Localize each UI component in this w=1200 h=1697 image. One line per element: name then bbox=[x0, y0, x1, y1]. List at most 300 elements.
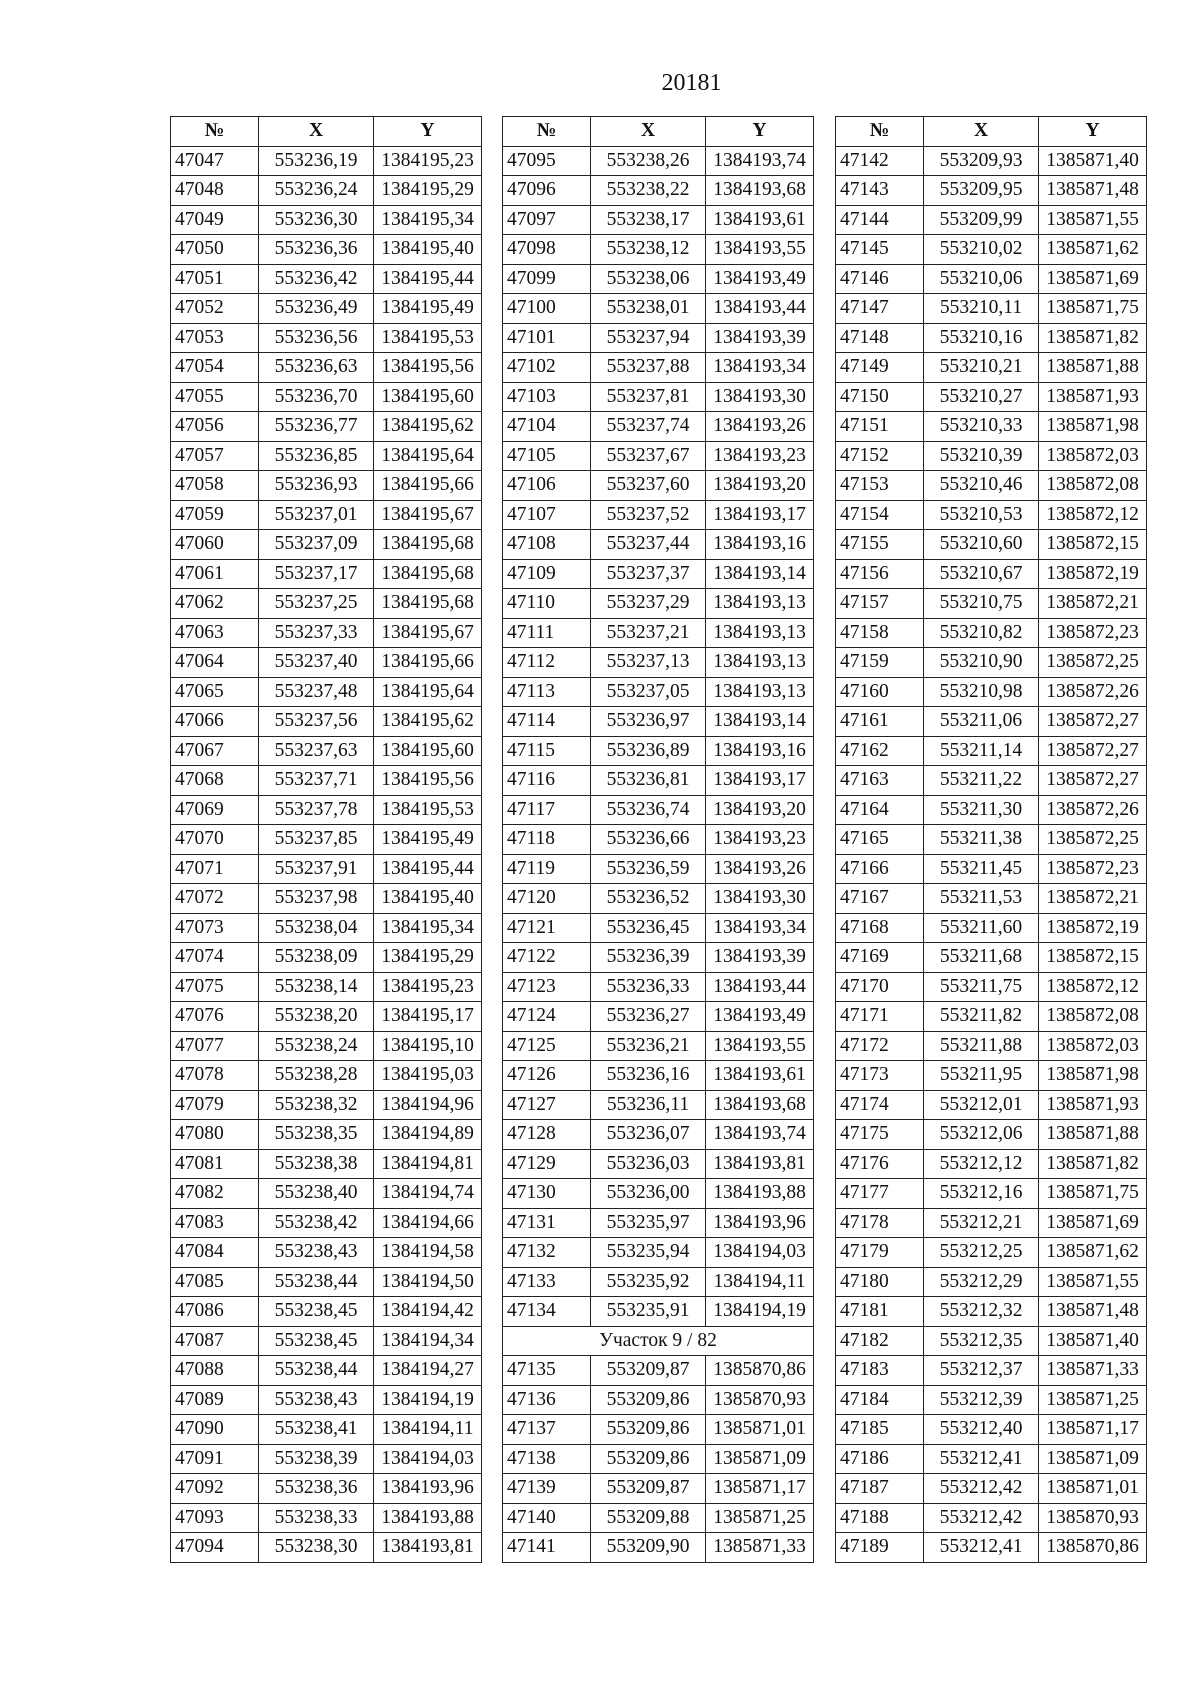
table-row bbox=[171, 1385, 482, 1415]
x-coordinate-cell: 553212,21 bbox=[924, 1208, 1039, 1238]
table-row bbox=[836, 1179, 1147, 1209]
point-number-cell: 47075 bbox=[171, 972, 259, 1002]
x-coordinate-cell: 553210,06 bbox=[924, 264, 1039, 294]
point-number-cell: 47169 bbox=[836, 943, 924, 973]
y-coordinate-cell: 1384193,23 bbox=[706, 441, 814, 471]
table-row bbox=[171, 294, 482, 324]
x-coordinate-cell: 553238,17 bbox=[591, 205, 706, 235]
table-row bbox=[171, 825, 482, 855]
x-coordinate-cell: 553212,01 bbox=[924, 1090, 1039, 1120]
x-coordinate-cell: 553238,28 bbox=[259, 1061, 374, 1091]
point-number-cell: 47068 bbox=[171, 766, 259, 796]
table-row bbox=[836, 176, 1147, 206]
table-row bbox=[503, 1503, 814, 1533]
y-coordinate-cell: 1384195,10 bbox=[374, 1031, 482, 1061]
x-coordinate-cell: 553211,75 bbox=[924, 972, 1039, 1002]
x-coordinate-cell: 553238,14 bbox=[259, 972, 374, 1002]
x-coordinate-cell: 553235,94 bbox=[591, 1238, 706, 1268]
y-coordinate-cell: 1384195,34 bbox=[374, 205, 482, 235]
table-row bbox=[171, 471, 482, 501]
x-coordinate-cell: 553238,35 bbox=[259, 1120, 374, 1150]
y-coordinate-cell: 1385871,98 bbox=[1039, 412, 1147, 442]
point-number-cell: 47091 bbox=[171, 1444, 259, 1474]
table-row bbox=[503, 707, 814, 737]
point-number-cell: 47089 bbox=[171, 1385, 259, 1415]
point-number-cell: 47124 bbox=[503, 1002, 591, 1032]
x-coordinate-cell: 553237,33 bbox=[259, 618, 374, 648]
x-coordinate-cell: 553236,03 bbox=[591, 1149, 706, 1179]
y-coordinate-cell: 1384195,64 bbox=[374, 677, 482, 707]
point-number-cell: 47132 bbox=[503, 1238, 591, 1268]
x-coordinate-cell: 553211,53 bbox=[924, 884, 1039, 914]
point-number-cell: 47098 bbox=[503, 235, 591, 265]
x-coordinate-cell: 553237,21 bbox=[591, 618, 706, 648]
table-row bbox=[503, 913, 814, 943]
x-coordinate-cell: 553238,40 bbox=[259, 1179, 374, 1209]
point-number-cell: 47145 bbox=[836, 235, 924, 265]
point-number-cell: 47101 bbox=[503, 323, 591, 353]
point-number-cell: 47165 bbox=[836, 825, 924, 855]
y-coordinate-cell: 1384194,03 bbox=[706, 1238, 814, 1268]
table-row bbox=[171, 441, 482, 471]
y-coordinate-cell: 1385872,03 bbox=[1039, 441, 1147, 471]
x-coordinate-cell: 553209,86 bbox=[591, 1444, 706, 1474]
y-coordinate-cell: 1385872,26 bbox=[1039, 795, 1147, 825]
table-row bbox=[503, 1238, 814, 1268]
y-coordinate-cell: 1385871,62 bbox=[1039, 1238, 1147, 1268]
point-number-cell: 47133 bbox=[503, 1267, 591, 1297]
y-coordinate-cell: 1385870,93 bbox=[706, 1385, 814, 1415]
x-coordinate-cell: 553212,40 bbox=[924, 1415, 1039, 1445]
y-coordinate-cell: 1384195,53 bbox=[374, 323, 482, 353]
y-coordinate-cell: 1384195,40 bbox=[374, 884, 482, 914]
x-coordinate-cell: 553210,60 bbox=[924, 530, 1039, 560]
point-number-cell: 47167 bbox=[836, 884, 924, 914]
point-number-cell: 47108 bbox=[503, 530, 591, 560]
y-coordinate-cell: 1385872,08 bbox=[1039, 1002, 1147, 1032]
point-number-cell: 47099 bbox=[503, 264, 591, 294]
point-number-cell: 47084 bbox=[171, 1238, 259, 1268]
point-number-cell: 47117 bbox=[503, 795, 591, 825]
point-number-cell: 47137 bbox=[503, 1415, 591, 1445]
y-coordinate-cell: 1384194,58 bbox=[374, 1238, 482, 1268]
point-number-cell: 47061 bbox=[171, 559, 259, 589]
y-coordinate-cell: 1384195,23 bbox=[374, 972, 482, 1002]
x-coordinate-cell: 553211,60 bbox=[924, 913, 1039, 943]
x-coordinate-cell: 553236,66 bbox=[591, 825, 706, 855]
table-row bbox=[503, 589, 814, 619]
x-coordinate-cell: 553211,14 bbox=[924, 736, 1039, 766]
x-coordinate-cell: 553237,56 bbox=[259, 707, 374, 737]
y-coordinate-cell: 1385871,98 bbox=[1039, 1061, 1147, 1091]
table-row bbox=[836, 1297, 1147, 1327]
point-number-cell: 47049 bbox=[171, 205, 259, 235]
y-coordinate-cell: 1384193,13 bbox=[706, 589, 814, 619]
x-coordinate-cell: 553212,29 bbox=[924, 1267, 1039, 1297]
y-coordinate-cell: 1385870,93 bbox=[1039, 1503, 1147, 1533]
x-coordinate-cell: 553236,74 bbox=[591, 795, 706, 825]
x-coordinate-cell: 553236,33 bbox=[591, 972, 706, 1002]
x-coordinate-cell: 553210,46 bbox=[924, 471, 1039, 501]
x-coordinate-cell: 553237,05 bbox=[591, 677, 706, 707]
table-row bbox=[171, 1533, 482, 1563]
y-coordinate-cell: 1385871,17 bbox=[706, 1474, 814, 1504]
y-coordinate-cell: 1385870,86 bbox=[706, 1356, 814, 1386]
x-coordinate-cell: 553238,38 bbox=[259, 1149, 374, 1179]
point-number-cell: 47126 bbox=[503, 1061, 591, 1091]
point-number-cell: 47157 bbox=[836, 589, 924, 619]
x-coordinate-cell: 553212,42 bbox=[924, 1503, 1039, 1533]
point-number-cell: 47119 bbox=[503, 854, 591, 884]
table-row bbox=[836, 707, 1147, 737]
y-coordinate-cell: 1384195,68 bbox=[374, 559, 482, 589]
point-number-cell: 47122 bbox=[503, 943, 591, 973]
x-coordinate-cell: 553237,71 bbox=[259, 766, 374, 796]
point-number-cell: 47136 bbox=[503, 1385, 591, 1415]
table-row bbox=[171, 1238, 482, 1268]
point-number-cell: 47110 bbox=[503, 589, 591, 619]
x-coordinate-cell: 553237,67 bbox=[591, 441, 706, 471]
x-coordinate-cell: 553236,97 bbox=[591, 707, 706, 737]
point-number-cell: 47083 bbox=[171, 1208, 259, 1238]
point-number-cell: 47047 bbox=[171, 146, 259, 176]
table-row bbox=[171, 589, 482, 619]
table-row bbox=[171, 707, 482, 737]
y-coordinate-cell: 1385871,17 bbox=[1039, 1415, 1147, 1445]
y-coordinate-cell: 1384195,62 bbox=[374, 412, 482, 442]
point-number-cell: 47073 bbox=[171, 913, 259, 943]
table-row bbox=[503, 1533, 814, 1563]
x-coordinate-cell: 553210,16 bbox=[924, 323, 1039, 353]
y-coordinate-cell: 1385872,12 bbox=[1039, 972, 1147, 1002]
table-row bbox=[171, 1149, 482, 1179]
y-coordinate-cell: 1384195,29 bbox=[374, 943, 482, 973]
point-number-cell: 47181 bbox=[836, 1297, 924, 1327]
y-coordinate-cell: 1385871,48 bbox=[1039, 1297, 1147, 1327]
point-number-cell: 47156 bbox=[836, 559, 924, 589]
point-number-cell: 47147 bbox=[836, 294, 924, 324]
y-coordinate-cell: 1385871,88 bbox=[1039, 1120, 1147, 1150]
y-coordinate-cell: 1384193,81 bbox=[706, 1149, 814, 1179]
point-number-cell: 47174 bbox=[836, 1090, 924, 1120]
y-coordinate-cell: 1384193,49 bbox=[706, 1002, 814, 1032]
y-coordinate-cell: 1385872,27 bbox=[1039, 766, 1147, 796]
point-number-cell: 47064 bbox=[171, 648, 259, 678]
table-row bbox=[836, 677, 1147, 707]
table-row bbox=[836, 648, 1147, 678]
table-row bbox=[836, 205, 1147, 235]
point-number-cell: 47163 bbox=[836, 766, 924, 796]
point-number-cell: 47087 bbox=[171, 1326, 259, 1356]
y-coordinate-cell: 1385872,25 bbox=[1039, 825, 1147, 855]
table-row bbox=[171, 854, 482, 884]
table-row bbox=[503, 294, 814, 324]
x-coordinate-cell: 553236,30 bbox=[259, 205, 374, 235]
x-coordinate-cell: 553237,37 bbox=[591, 559, 706, 589]
y-coordinate-cell: 1384193,44 bbox=[706, 294, 814, 324]
point-number-cell: 47079 bbox=[171, 1090, 259, 1120]
y-coordinate-cell: 1384195,62 bbox=[374, 707, 482, 737]
y-coordinate-cell: 1385871,75 bbox=[1039, 1179, 1147, 1209]
y-coordinate-cell: 1384195,67 bbox=[374, 500, 482, 530]
table-row bbox=[171, 648, 482, 678]
x-coordinate-cell: 553235,92 bbox=[591, 1267, 706, 1297]
table-row bbox=[171, 677, 482, 707]
point-number-cell: 47171 bbox=[836, 1002, 924, 1032]
point-number-cell: 47184 bbox=[836, 1385, 924, 1415]
x-coordinate-cell: 553212,39 bbox=[924, 1385, 1039, 1415]
table-row bbox=[171, 618, 482, 648]
number-column-header: № bbox=[503, 117, 591, 147]
point-number-cell: 47050 bbox=[171, 235, 259, 265]
y-coordinate-cell: 1385871,75 bbox=[1039, 294, 1147, 324]
table-row bbox=[836, 795, 1147, 825]
y-coordinate-cell: 1384193,13 bbox=[706, 648, 814, 678]
y-coordinate-cell: 1385871,01 bbox=[1039, 1474, 1147, 1504]
table-row bbox=[503, 1002, 814, 1032]
table-row bbox=[836, 294, 1147, 324]
table-row bbox=[171, 1326, 482, 1356]
y-coordinate-cell: 1384193,23 bbox=[706, 825, 814, 855]
table-row bbox=[171, 1002, 482, 1032]
table-row bbox=[503, 176, 814, 206]
y-coordinate-cell: 1384195,66 bbox=[374, 471, 482, 501]
coordinates-table-2 bbox=[502, 116, 814, 1563]
x-coordinate-cell: 553236,45 bbox=[591, 913, 706, 943]
point-number-cell: 47072 bbox=[171, 884, 259, 914]
x-coordinate-cell: 553211,45 bbox=[924, 854, 1039, 884]
x-coordinate-cell: 553238,30 bbox=[259, 1533, 374, 1563]
y-coordinate-cell: 1384194,19 bbox=[374, 1385, 482, 1415]
point-number-cell: 47106 bbox=[503, 471, 591, 501]
point-number-cell: 47182 bbox=[836, 1326, 924, 1356]
table-row bbox=[836, 1356, 1147, 1386]
y-coordinate-cell: 1384194,03 bbox=[374, 1444, 482, 1474]
table-row bbox=[171, 235, 482, 265]
x-coordinate-cell: 553238,45 bbox=[259, 1297, 374, 1327]
table-row bbox=[836, 1503, 1147, 1533]
point-number-cell: 47155 bbox=[836, 530, 924, 560]
table-row bbox=[171, 884, 482, 914]
y-coordinate-cell: 1385871,55 bbox=[1039, 1267, 1147, 1297]
y-coordinate-cell: 1384193,68 bbox=[706, 1090, 814, 1120]
table-row bbox=[836, 500, 1147, 530]
point-number-cell: 47159 bbox=[836, 648, 924, 678]
number-column-header: № bbox=[836, 117, 924, 147]
table-row bbox=[171, 736, 482, 766]
table-row bbox=[503, 530, 814, 560]
point-number-cell: 47090 bbox=[171, 1415, 259, 1445]
x-coordinate-cell: 553210,21 bbox=[924, 353, 1039, 383]
y-coordinate-cell: 1384193,55 bbox=[706, 1031, 814, 1061]
table-row bbox=[171, 766, 482, 796]
point-number-cell: 47107 bbox=[503, 500, 591, 530]
table-row bbox=[836, 1444, 1147, 1474]
point-number-cell: 47130 bbox=[503, 1179, 591, 1209]
point-number-cell: 47183 bbox=[836, 1356, 924, 1386]
y-coordinate-cell: 1385872,19 bbox=[1039, 913, 1147, 943]
x-coordinate-cell: 553236,00 bbox=[591, 1179, 706, 1209]
y-coordinate-cell: 1384193,55 bbox=[706, 235, 814, 265]
table-row bbox=[503, 1120, 814, 1150]
y-coordinate-cell: 1384193,17 bbox=[706, 766, 814, 796]
y-coordinate-cell: 1384194,11 bbox=[374, 1415, 482, 1445]
y-coordinate-cell: 1384194,27 bbox=[374, 1356, 482, 1386]
x-coordinate-cell: 553212,16 bbox=[924, 1179, 1039, 1209]
y-coordinate-cell: 1385871,69 bbox=[1039, 1208, 1147, 1238]
point-number-cell: 47115 bbox=[503, 736, 591, 766]
table-row bbox=[503, 500, 814, 530]
x-coordinate-cell: 553237,01 bbox=[259, 500, 374, 530]
x-coordinate-cell: 553237,48 bbox=[259, 677, 374, 707]
y-coordinate-cell: 1384194,42 bbox=[374, 1297, 482, 1327]
point-number-cell: 47069 bbox=[171, 795, 259, 825]
table-row bbox=[836, 1267, 1147, 1297]
table-row bbox=[836, 382, 1147, 412]
point-number-cell: 47053 bbox=[171, 323, 259, 353]
x-coordinate-cell: 553238,26 bbox=[591, 146, 706, 176]
y-coordinate-cell: 1384194,74 bbox=[374, 1179, 482, 1209]
point-number-cell: 47112 bbox=[503, 648, 591, 678]
point-number-cell: 47176 bbox=[836, 1149, 924, 1179]
y-coordinate-cell: 1384193,14 bbox=[706, 559, 814, 589]
y-coordinate-cell: 1385871,40 bbox=[1039, 1326, 1147, 1356]
y-coordinate-cell: 1384193,34 bbox=[706, 353, 814, 383]
x-coordinate-cell: 553237,29 bbox=[591, 589, 706, 619]
table-row bbox=[836, 1002, 1147, 1032]
table-row bbox=[836, 884, 1147, 914]
table-row bbox=[836, 264, 1147, 294]
table-row bbox=[503, 884, 814, 914]
x-coordinate-cell: 553211,38 bbox=[924, 825, 1039, 855]
y-coordinate-cell: 1384193,13 bbox=[706, 677, 814, 707]
y-coordinate-cell: 1384195,17 bbox=[374, 1002, 482, 1032]
y-coordinate-cell: 1385872,23 bbox=[1039, 618, 1147, 648]
y-coordinate-cell: 1385871,25 bbox=[706, 1503, 814, 1533]
y-coordinate-cell: 1385872,25 bbox=[1039, 648, 1147, 678]
point-number-cell: 47175 bbox=[836, 1120, 924, 1150]
y-coordinate-cell: 1384195,34 bbox=[374, 913, 482, 943]
x-coordinate-cell: 553209,87 bbox=[591, 1356, 706, 1386]
point-number-cell: 47063 bbox=[171, 618, 259, 648]
y-coordinate-cell: 1384195,68 bbox=[374, 530, 482, 560]
table-row bbox=[836, 1208, 1147, 1238]
point-number-cell: 47060 bbox=[171, 530, 259, 560]
y-coordinate-cell: 1384195,56 bbox=[374, 353, 482, 383]
y-coordinate-cell: 1384195,29 bbox=[374, 176, 482, 206]
y-coordinate-cell: 1384195,68 bbox=[374, 589, 482, 619]
point-number-cell: 47051 bbox=[171, 264, 259, 294]
point-number-cell: 47177 bbox=[836, 1179, 924, 1209]
point-number-cell: 47082 bbox=[171, 1179, 259, 1209]
point-number-cell: 47048 bbox=[171, 176, 259, 206]
y-coordinate-cell: 1385871,09 bbox=[1039, 1444, 1147, 1474]
point-number-cell: 47189 bbox=[836, 1533, 924, 1563]
x-coordinate-cell: 553210,75 bbox=[924, 589, 1039, 619]
x-coordinate-cell: 553212,41 bbox=[924, 1444, 1039, 1474]
table-row bbox=[171, 412, 482, 442]
point-number-cell: 47140 bbox=[503, 1503, 591, 1533]
point-number-cell: 47094 bbox=[171, 1533, 259, 1563]
y-coordinate-cell: 1384194,81 bbox=[374, 1149, 482, 1179]
point-number-cell: 47120 bbox=[503, 884, 591, 914]
x-coordinate-cell: 553238,39 bbox=[259, 1444, 374, 1474]
x-coordinate-cell: 553237,81 bbox=[591, 382, 706, 412]
y-coordinate-cell: 1384193,34 bbox=[706, 913, 814, 943]
point-number-cell: 47056 bbox=[171, 412, 259, 442]
table-row bbox=[836, 559, 1147, 589]
table-row bbox=[836, 1385, 1147, 1415]
table-row bbox=[171, 530, 482, 560]
y-coordinate-cell: 1384195,60 bbox=[374, 736, 482, 766]
point-number-cell: 47058 bbox=[171, 471, 259, 501]
y-coordinate-cell: 1385871,82 bbox=[1039, 1149, 1147, 1179]
table-row bbox=[171, 559, 482, 589]
y-coordinate-cell: 1384193,96 bbox=[706, 1208, 814, 1238]
x-coordinate-cell: 553235,91 bbox=[591, 1297, 706, 1327]
table-row bbox=[503, 618, 814, 648]
point-number-cell: 47057 bbox=[171, 441, 259, 471]
y-coordinate-cell: 1384193,26 bbox=[706, 854, 814, 884]
table-row bbox=[171, 972, 482, 1002]
y-coordinate-cell: 1384194,11 bbox=[706, 1267, 814, 1297]
table-row bbox=[836, 471, 1147, 501]
table-row bbox=[171, 1031, 482, 1061]
point-number-cell: 47127 bbox=[503, 1090, 591, 1120]
table-row bbox=[171, 1444, 482, 1474]
point-number-cell: 47141 bbox=[503, 1533, 591, 1563]
y-coordinate-cell: 1384195,67 bbox=[374, 618, 482, 648]
point-number-cell: 47172 bbox=[836, 1031, 924, 1061]
x-coordinate-cell: 553238,45 bbox=[259, 1326, 374, 1356]
table-row bbox=[503, 1297, 814, 1327]
x-coordinate-cell: 553238,24 bbox=[259, 1031, 374, 1061]
x-coordinate-cell: 553236,59 bbox=[591, 854, 706, 884]
point-number-cell: 47080 bbox=[171, 1120, 259, 1150]
point-number-cell: 47125 bbox=[503, 1031, 591, 1061]
coordinates-table-1 bbox=[170, 116, 482, 1563]
point-number-cell: 47185 bbox=[836, 1415, 924, 1445]
x-coordinate-cell: 553238,06 bbox=[591, 264, 706, 294]
y-coordinate-cell: 1384193,20 bbox=[706, 471, 814, 501]
y-coordinate-cell: 1384195,60 bbox=[374, 382, 482, 412]
point-number-cell: 47129 bbox=[503, 1149, 591, 1179]
point-number-cell: 47168 bbox=[836, 913, 924, 943]
point-number-cell: 47170 bbox=[836, 972, 924, 1002]
table-row bbox=[836, 235, 1147, 265]
y-coordinate-cell: 1384195,03 bbox=[374, 1061, 482, 1091]
table-row bbox=[836, 1238, 1147, 1268]
section-row bbox=[503, 1326, 814, 1356]
table-row bbox=[171, 1179, 482, 1209]
table-row bbox=[503, 972, 814, 1002]
point-number-cell: 47187 bbox=[836, 1474, 924, 1504]
point-number-cell: 47111 bbox=[503, 618, 591, 648]
y-coordinate-cell: 1385872,19 bbox=[1039, 559, 1147, 589]
table-row bbox=[171, 1090, 482, 1120]
y-coordinate-cell: 1385871,48 bbox=[1039, 176, 1147, 206]
table-row bbox=[836, 1533, 1147, 1563]
table-row bbox=[836, 530, 1147, 560]
x-coordinate-cell: 553210,53 bbox=[924, 500, 1039, 530]
x-coordinate-cell: 553209,88 bbox=[591, 1503, 706, 1533]
point-number-cell: 47152 bbox=[836, 441, 924, 471]
y-coordinate-cell: 1384193,30 bbox=[706, 884, 814, 914]
y-column-header: Y bbox=[374, 117, 482, 147]
table-row bbox=[836, 766, 1147, 796]
x-coordinate-cell: 553236,39 bbox=[591, 943, 706, 973]
y-coordinate-cell: 1385871,33 bbox=[706, 1533, 814, 1563]
